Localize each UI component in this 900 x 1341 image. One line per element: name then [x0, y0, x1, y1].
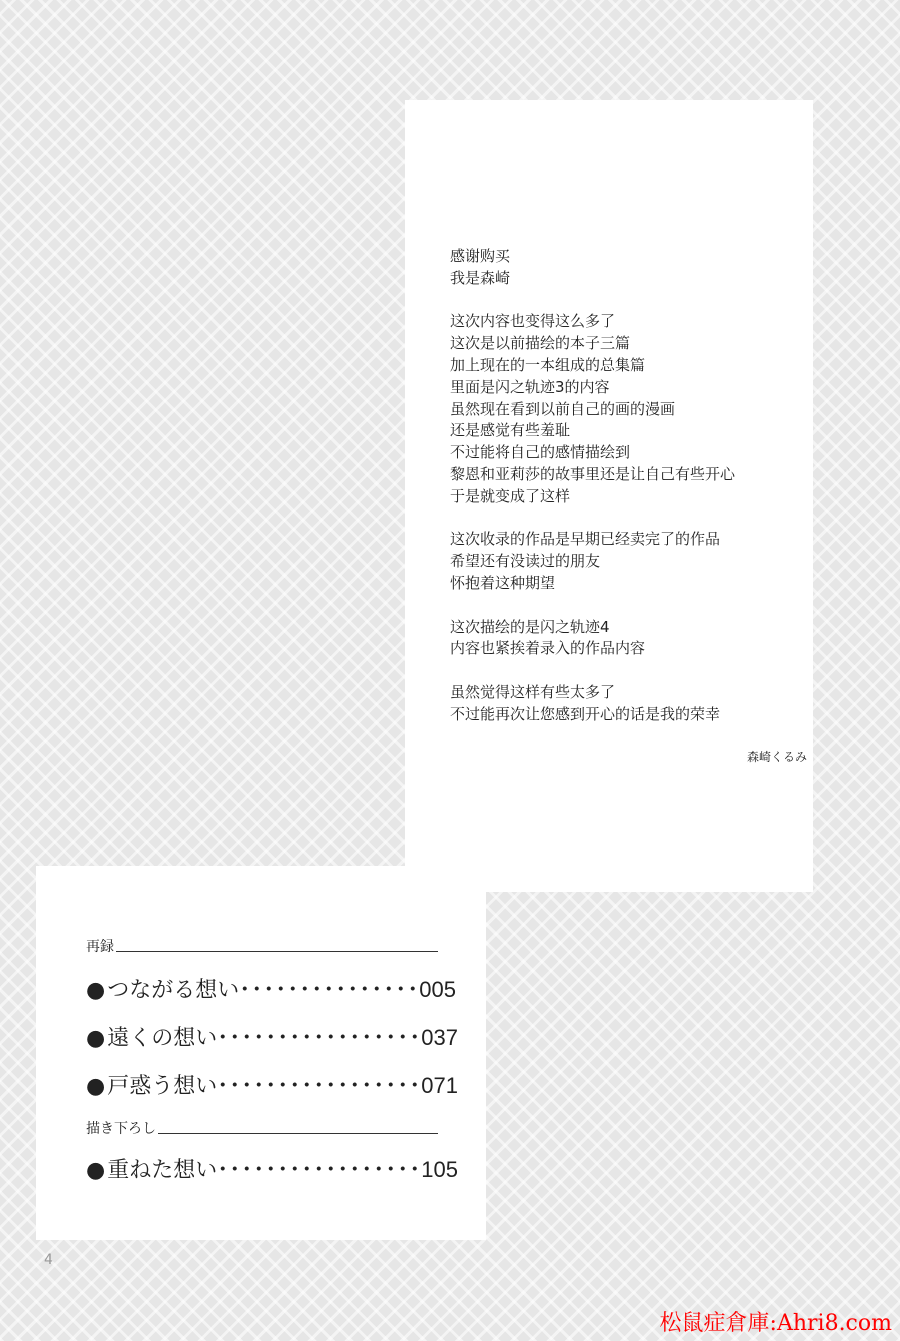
- divider: [116, 951, 438, 952]
- toc-entry-title: 戸惑う想い: [107, 1074, 218, 1099]
- letter-panel: [405, 100, 813, 892]
- letter-line: 怀抱着这种期望: [450, 573, 556, 592]
- author-signature: 森崎くるみ: [746, 750, 807, 764]
- letter-line: 不过能将自己的感情描绘到: [450, 443, 631, 462]
- bullet-icon: ●: [86, 1074, 106, 1099]
- letter-line: 这次描绘的是闪之轨迹4: [450, 617, 610, 636]
- table-of-contents: [36, 866, 486, 1240]
- letter-line: [450, 595, 810, 617]
- toc-page-number: 071: [421, 1073, 458, 1098]
- letter-line: 不过能再次让您感到开心的话是我的荣幸: [450, 704, 721, 723]
- toc-entry: [86, 1021, 458, 1052]
- letter-line: 里面是闪之轨迹3的内容: [450, 377, 610, 396]
- letter-line: [450, 660, 810, 682]
- letter-line: 虽然现在看到以前自己的画的漫画: [450, 399, 676, 418]
- toc-entry: [86, 1153, 458, 1184]
- toc-leader-dots: ･････････････････: [217, 1074, 422, 1099]
- toc-page-number: 105: [421, 1157, 458, 1182]
- section-label: 描き下ろし: [86, 1121, 156, 1137]
- toc-entry: [86, 973, 456, 1004]
- page-number: 4: [44, 1252, 53, 1268]
- letter-line: [450, 290, 810, 312]
- letter-line: 这次收录的作品是早期已经卖完了的作品: [450, 530, 721, 549]
- letter-line: 感谢购买: [450, 247, 511, 265]
- letter-line: 虽然觉得这样有些太多了: [450, 682, 616, 701]
- watermark-text: 松鼠症倉庫:Ahri8.com: [659, 1311, 892, 1336]
- divider: [158, 1133, 438, 1134]
- section-label: 再録: [86, 939, 114, 955]
- letter-line: 这次内容也变得这么多了: [450, 312, 616, 331]
- letter-line: 我是森崎: [450, 268, 511, 287]
- toc-leader-dots: ･････････････････: [217, 1026, 422, 1051]
- section-header-reprint: [86, 936, 438, 956]
- letter-line: 希望还有没读过的朋友: [450, 552, 601, 571]
- toc-page-number: 037: [421, 1025, 458, 1050]
- bullet-icon: ●: [86, 978, 106, 1003]
- toc-entry-title: つながる想い: [107, 978, 240, 1003]
- bullet-icon: ●: [86, 1026, 106, 1051]
- bullet-icon: ●: [86, 1158, 106, 1183]
- letter-line: [450, 508, 810, 530]
- toc-leader-dots: ･･･････････････: [239, 978, 420, 1003]
- toc-page-number: 005: [419, 977, 456, 1002]
- letter-line: 还是感觉有些羞耻: [450, 421, 571, 440]
- letter-line: 这次是以前描绘的本子三篇: [450, 334, 631, 353]
- toc-entry: [86, 1069, 458, 1100]
- letter-line: 加上现在的一本组成的总集篇: [450, 355, 646, 374]
- section-header-new: [86, 1118, 438, 1138]
- letter-line: 内容也紧挨着录入的作品内容: [450, 639, 646, 658]
- letter-text: [450, 246, 810, 726]
- toc-entry-title: 重ねた想い: [107, 1158, 218, 1183]
- toc-entry-title: 遠くの想い: [107, 1026, 218, 1051]
- toc-leader-dots: ･････････････････: [217, 1158, 422, 1183]
- letter-line: 于是就变成了这样: [450, 486, 571, 505]
- letter-line: 黎恩和亚莉莎的故事里还是让自己有些开心: [450, 464, 736, 483]
